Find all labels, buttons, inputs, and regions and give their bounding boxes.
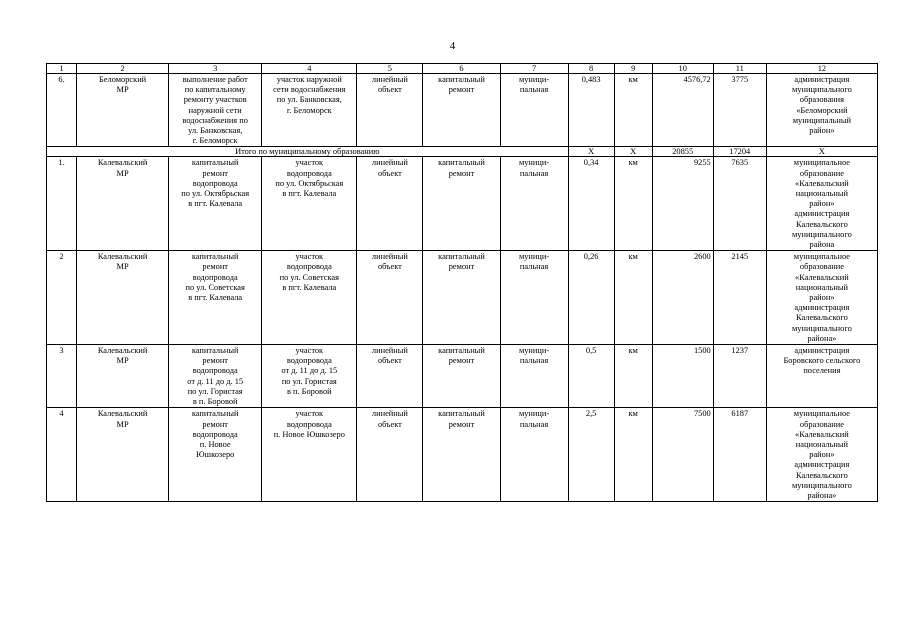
ownership-cell: муници- пальная bbox=[500, 408, 568, 502]
total-amount-cell: X bbox=[568, 147, 614, 157]
customer-cell: администрация Боровского сельского поселения bbox=[766, 345, 877, 408]
amount-cell: 0,26 bbox=[568, 251, 614, 345]
district-cell: Калевальский МР bbox=[77, 251, 169, 345]
object-type-cell: линейный объект bbox=[357, 157, 423, 251]
total-cost-cell: 9255 bbox=[652, 157, 713, 251]
total-label: Итого по муниципальному образованию bbox=[47, 147, 569, 157]
table-row bbox=[47, 408, 878, 502]
table-row bbox=[47, 157, 878, 251]
unit-cell: км bbox=[614, 157, 652, 251]
object-type-cell: линейный объект bbox=[357, 74, 423, 147]
unit-cell: км bbox=[614, 74, 652, 147]
total-cost-cell: 4576,72 bbox=[652, 74, 713, 147]
table-row bbox=[47, 74, 878, 147]
budget-cost-cell: 7635 bbox=[713, 157, 766, 251]
district-cell: Калевальский МР bbox=[77, 345, 169, 408]
column-number: 7 bbox=[500, 64, 568, 74]
work-type-cell: капитальный ремонт bbox=[423, 74, 500, 147]
customer-cell: администрация муниципального образования «Беломорский муниципальный район» bbox=[766, 74, 877, 147]
column-number-row bbox=[47, 64, 878, 74]
object-cell: участок наружной сети водоснабжения по ул. Банковская, г. Беломорск bbox=[262, 74, 357, 147]
work-type-cell: капитальный ремонт bbox=[423, 157, 500, 251]
row-number-cell: 2 bbox=[47, 251, 77, 345]
page-number: 4 bbox=[449, 40, 456, 52]
customer-cell: муниципальное образование «Калевальский национальный район» администрация Калевальского муниципального района bbox=[766, 157, 877, 251]
object-cell: участок водопровода п. Новое Юшкозеро bbox=[262, 408, 357, 502]
budget-cost-cell: 6187 bbox=[713, 408, 766, 502]
object-cell: участок водопровода от д. 11 до д. 15 по ул. Гористая в п. Боровой bbox=[262, 345, 357, 408]
total-cost-cell: 7500 bbox=[652, 408, 713, 502]
table-body bbox=[47, 64, 878, 502]
object-type-cell: линейный объект bbox=[357, 345, 423, 408]
capital-repair-table bbox=[46, 63, 878, 502]
budget-cost-cell: 1237 bbox=[713, 345, 766, 408]
work-type-cell: капитальный ремонт bbox=[423, 408, 500, 502]
column-number: 8 bbox=[568, 64, 614, 74]
work-description-cell: капитальный ремонт водопровода по ул. Октябрьская в пгт. Калевала bbox=[169, 157, 262, 251]
column-number: 10 bbox=[652, 64, 713, 74]
budget-cost-cell: 3775 bbox=[713, 74, 766, 147]
district-cell: Беломорский МР bbox=[77, 74, 169, 147]
table-row bbox=[47, 251, 878, 345]
column-number: 6 bbox=[423, 64, 500, 74]
row-number-cell: 6. bbox=[47, 74, 77, 147]
work-description-cell: выполнение работ по капитальному ремонту участков наружной сети водоснабжения по ул. Банковская, г. Беломорск bbox=[169, 74, 262, 147]
object-type-cell: линейный объект bbox=[357, 408, 423, 502]
object-cell: участок водопровода по ул. Октябрьская в пгт. Калевала bbox=[262, 157, 357, 251]
row-number-cell: 3 bbox=[47, 345, 77, 408]
ownership-cell: муници- пальная bbox=[500, 345, 568, 408]
amount-cell: 0,34 bbox=[568, 157, 614, 251]
column-number: 11 bbox=[713, 64, 766, 74]
table-row bbox=[47, 345, 878, 408]
total-cost-cell: 1500 bbox=[652, 345, 713, 408]
ownership-cell: муници- пальная bbox=[500, 251, 568, 345]
work-type-cell: капитальный ремонт bbox=[423, 251, 500, 345]
unit-cell: км bbox=[614, 345, 652, 408]
row-number-cell: 4 bbox=[47, 408, 77, 502]
column-number: 4 bbox=[262, 64, 357, 74]
amount-cell: 0,483 bbox=[568, 74, 614, 147]
total-row bbox=[47, 147, 878, 157]
column-number: 12 bbox=[766, 64, 877, 74]
total-budget-sum: 17204 bbox=[713, 147, 766, 157]
unit-cell: км bbox=[614, 251, 652, 345]
district-cell: Калевальский МР bbox=[77, 408, 169, 502]
work-description-cell: капитальный ремонт водопровода от д. 11 до д. 15 по ул. Гористая в п. Боровой bbox=[169, 345, 262, 408]
budget-cost-cell: 2145 bbox=[713, 251, 766, 345]
column-number: 1 bbox=[47, 64, 77, 74]
total-cost-sum: 20855 bbox=[652, 147, 713, 157]
district-cell: Калевальский МР bbox=[77, 157, 169, 251]
work-description-cell: капитальный ремонт водопровода п. Новое Юшкозеро bbox=[169, 408, 262, 502]
total-unit-cell: X bbox=[614, 147, 652, 157]
total-cost-cell: 2600 bbox=[652, 251, 713, 345]
object-cell: участок водопровода по ул. Советская в пгт. Калевала bbox=[262, 251, 357, 345]
total-customer-cell: X bbox=[766, 147, 877, 157]
row-number-cell: 1. bbox=[47, 157, 77, 251]
object-type-cell: линейный объект bbox=[357, 251, 423, 345]
work-type-cell: капитальный ремонт bbox=[423, 345, 500, 408]
ownership-cell: муници- пальная bbox=[500, 74, 568, 147]
column-number: 5 bbox=[357, 64, 423, 74]
customer-cell: муниципальное образование «Калевальский национальный район» администрация Калевальского муниципального района» bbox=[766, 408, 877, 502]
customer-cell: муниципальное образование «Калевальский национальный район» администрация Калевальского муниципального района» bbox=[766, 251, 877, 345]
column-number: 2 bbox=[77, 64, 169, 74]
amount-cell: 2,5 bbox=[568, 408, 614, 502]
column-number: 9 bbox=[614, 64, 652, 74]
ownership-cell: муници- пальная bbox=[500, 157, 568, 251]
column-number: 3 bbox=[169, 64, 262, 74]
work-description-cell: капитальный ремонт водопровода по ул. Советская в пгт. Калевала bbox=[169, 251, 262, 345]
unit-cell: км bbox=[614, 408, 652, 502]
amount-cell: 0,5 bbox=[568, 345, 614, 408]
